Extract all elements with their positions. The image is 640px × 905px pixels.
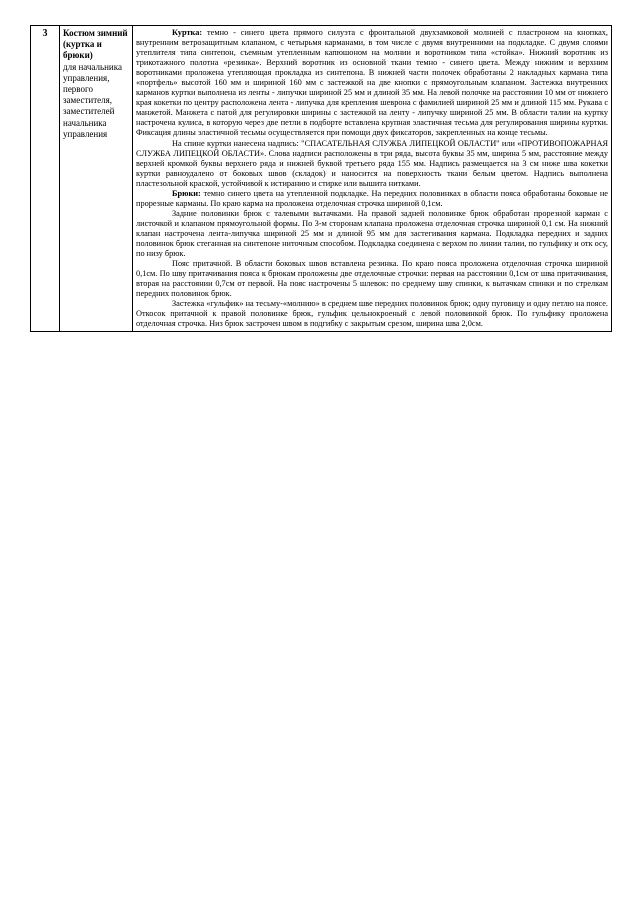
trousers-heading: Брюки:	[172, 188, 201, 198]
jacket-text-1: темно - синего цвета прямого силуэта с фронтальной двухзамковой молнией с пластроном на кнопках, внутренним ветрозащитным клапаном, с четырьмя карманами, в том числе с двумя внутренними на подкладке. С двумя слоями утеплителя типа синтепон, съемным утепленным капюшоном на молнии и воротником типа «стойка». Нижний воротник из трикотажного полотна «резинка». Верхний воротник из основной ткани темно - синего цвета. Между нижним и верхним воротниками проложена утепляющая прокладка из синтепона. В нижней части полочек обработаны 2 накладных кармана типа «портфель» высотой 160 мм и шириной 160 мм с застежкой на две кнопки с прямоугольным клапаном. Застежка внутренних карманов куртки выполнена из ленты - липучки шириной 25 мм и длиной 35 мм. На левой полочке на расстоянии 10 мм от нижнего края кокетки по центру расположена лента - липучка для крепления шеврона с фамилией шириной 25 мм и длиной 115 мм. Рукава с манжетой. Манжета с патой для регулировки ширины с застежкой на ленту - липучку шириной 25 мм. В области талии на куртку настрочена кулиса, в которую через две петли в подборте вставлена крупная эластичная тесьма для регулирования ширины куртки. Фиксация длины эластичной тесьмы осуществляется при помощи двух фиксаторов, закрепленных на конце тесьмы.	[136, 28, 608, 138]
item-cell	[60, 26, 133, 332]
trousers-text-1: темно синего цвета на утепленной подкладке. На передних половинках в области пояса обработаны боковые не прорезные карманы. По краю карма на проложена отделочная строчка шириной 0,1см.	[136, 188, 608, 208]
table-row	[31, 26, 612, 332]
row-number: 3	[31, 26, 60, 332]
trousers-paragraph-3: Пояс притачной. В области боковых швов вставлена резинка. По краю пояса проложена отделочная строчка шириной 0,1см. По шву притачивания пояса к брюкам проложены две отделочные строчки: первая на расстоянии 0,1см от шва притачивания, вторая на расстоянии 0,7см от первой. На пояс настрочены 5 шлевок: по среднему шву спинки, к вытачкам спинки и по стрелкам передних половинок брюк.	[136, 259, 608, 299]
trousers-paragraph-2: Задние половинки брюк с талевыми вытачками. На правой задней половинке брюк обработан прорезной карман с листочкой и клапаном прямоугольной формы. По 3-м сторонам клапана проложена отделочная строчка шириной 0,1 см. На нижний клапан настрочена лента-липучка шириной 25 мм и длиной 95 мм для застегивания кармана. Подкладка передних и задних половинок брюк стеганная на синтепоне ниточным способом. Подкладка соединена с верхом по линии талии, по гульфику и отк осу, по низу брюк.	[136, 208, 608, 259]
item-recipients: для начальника управления, первого заместителя, заместителей начальника управления	[63, 61, 122, 139]
specification-table	[30, 25, 612, 332]
trousers-paragraph-4: Застежка «гульфик» на тесьму-«молнию» в среднем шве передних половинок брюк; одну пуговицу и одну петлю на поясе. Откосок притачной к правой половинке брюк, гульфик цельнокроеный с левой половинкой брюк. По гульфику проложена отделочная строчка. Низ брюк застрочен швом в подгибку с закрытым срезом, ширина шва 2,0см.	[136, 299, 608, 329]
jacket-paragraph-1	[136, 28, 608, 139]
jacket-heading: Куртка:	[172, 28, 203, 37]
jacket-paragraph-2: На спине куртки нанесена надпись: "СПАСАТЕЛЬНАЯ СЛУЖБА ЛИПЕЦКОЙ ОБЛАСТИ" или «ПРОТИВОПОЖАРНАЯ СЛУЖБА ЛИПЕЦКОЙ ОБЛАСТИ». Слова надписи расположены в три ряда, высота буквы 35 мм, ширина 5 мм, расстояние между верхней кромкой буквы верхнего ряда и нижней буквой третьего ряда 155 мм. Надпись размещается на 3 см ниже шва кокетки куртки равноудалено от боковых швов (складок) и наносится на поверхность ткани белым цветом. Надпись выполнена пластезольной краской, устойчивой к истиранию и стирке или вышита нитками.	[136, 138, 608, 188]
description-cell	[133, 26, 612, 332]
trousers-paragraph-1	[136, 189, 608, 209]
item-title: Костюм зимний (куртка и брюки)	[63, 28, 128, 61]
